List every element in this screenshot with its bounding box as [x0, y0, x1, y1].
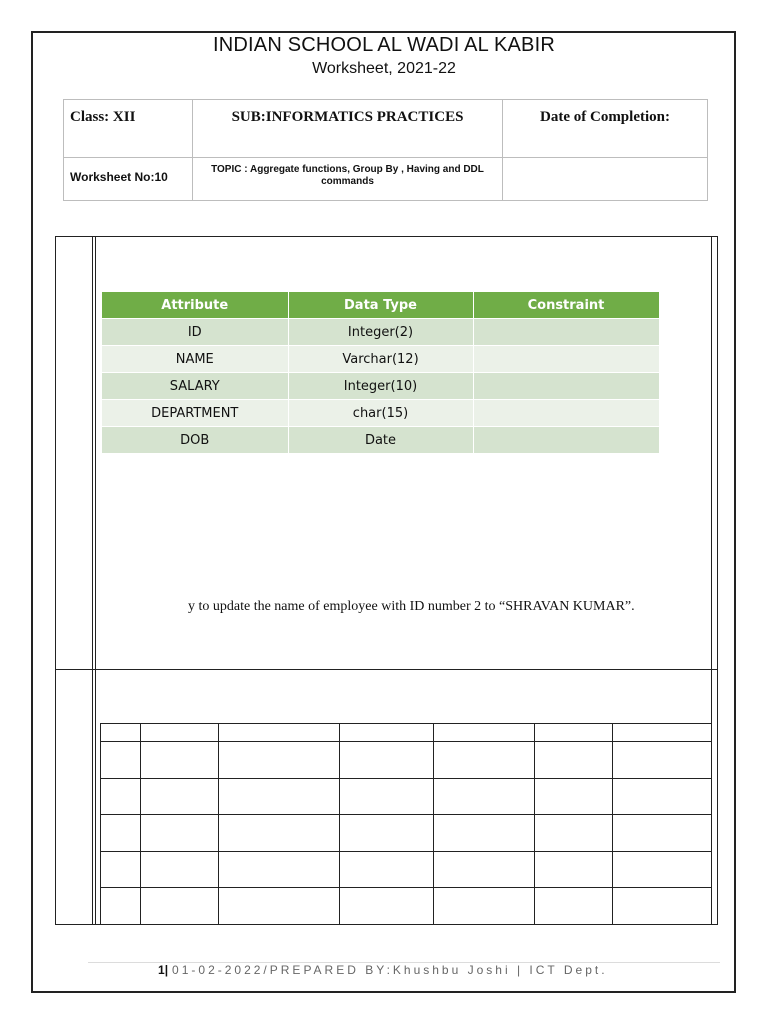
completion-label: Date of Completion:	[540, 109, 670, 125]
subject-label: SUB:INFORMATICS PRACTICES	[231, 109, 464, 125]
worksheet-no-cell	[64, 158, 193, 201]
table-row	[102, 319, 659, 346]
answer-grid	[100, 723, 712, 925]
question-separator	[56, 669, 717, 670]
constraint-cell	[473, 400, 659, 427]
class-cell	[64, 100, 193, 158]
attribute-cell: ID	[102, 319, 288, 346]
footer-text: 01-02-2022/PREPARED BY:Khushbu Joshi | ICT Dept.	[172, 963, 608, 977]
attribute-table-header	[102, 292, 659, 319]
question-number-divider-left	[92, 237, 93, 924]
data-type-cell: Date	[288, 427, 473, 454]
grid-row	[101, 815, 712, 852]
topic-cell	[193, 158, 503, 201]
footer	[158, 963, 608, 977]
attribute-table	[102, 292, 660, 453]
grid-row	[101, 851, 712, 888]
grid-row	[101, 888, 712, 925]
data-type-cell: Varchar(12)	[288, 346, 473, 373]
attribute-cell: DEPARTMENT	[102, 400, 288, 427]
completion-cell	[503, 100, 708, 158]
data-type-cell: Integer(10)	[288, 373, 473, 400]
header-data-type: Data Type	[288, 292, 473, 319]
completion-value-cell	[503, 158, 708, 201]
table-row	[102, 346, 659, 373]
info-table	[63, 99, 708, 201]
question-text: y to update the name of employee with ID number 2 to “SHRAVAN KUMAR”.	[188, 599, 635, 614]
attribute-cell: DOB	[102, 427, 288, 454]
constraint-cell	[473, 373, 659, 400]
footer-separator: |	[164, 963, 169, 977]
question-number-divider-right	[95, 237, 96, 924]
data-type-cell: char(15)	[288, 400, 473, 427]
attribute-cell: NAME	[102, 346, 288, 373]
topic-text: TOPIC : Aggregate functions, Group By , Having and DDL commands	[211, 164, 484, 187]
data-type-cell: Integer(2)	[288, 319, 473, 346]
worksheet-year: Worksheet, 2021-22	[312, 60, 456, 77]
table-row	[102, 373, 659, 400]
header-attribute: Attribute	[102, 292, 288, 319]
header-constraint: Constraint	[473, 292, 659, 319]
table-row	[102, 427, 659, 454]
class-label: Class: XII	[70, 109, 136, 125]
school-name: INDIAN SCHOOL AL WADI AL KABIR	[212, 34, 555, 56]
constraint-cell	[473, 346, 659, 373]
attribute-cell: SALARY	[102, 373, 288, 400]
subject-cell	[193, 100, 503, 158]
worksheet-no: Worksheet No:10	[70, 170, 168, 184]
constraint-cell	[473, 319, 659, 346]
grid-row	[101, 778, 712, 815]
grid-row	[101, 742, 712, 779]
table-row	[102, 400, 659, 427]
grid-row	[101, 724, 712, 742]
constraint-cell	[473, 427, 659, 454]
page-number: 1	[158, 963, 165, 977]
